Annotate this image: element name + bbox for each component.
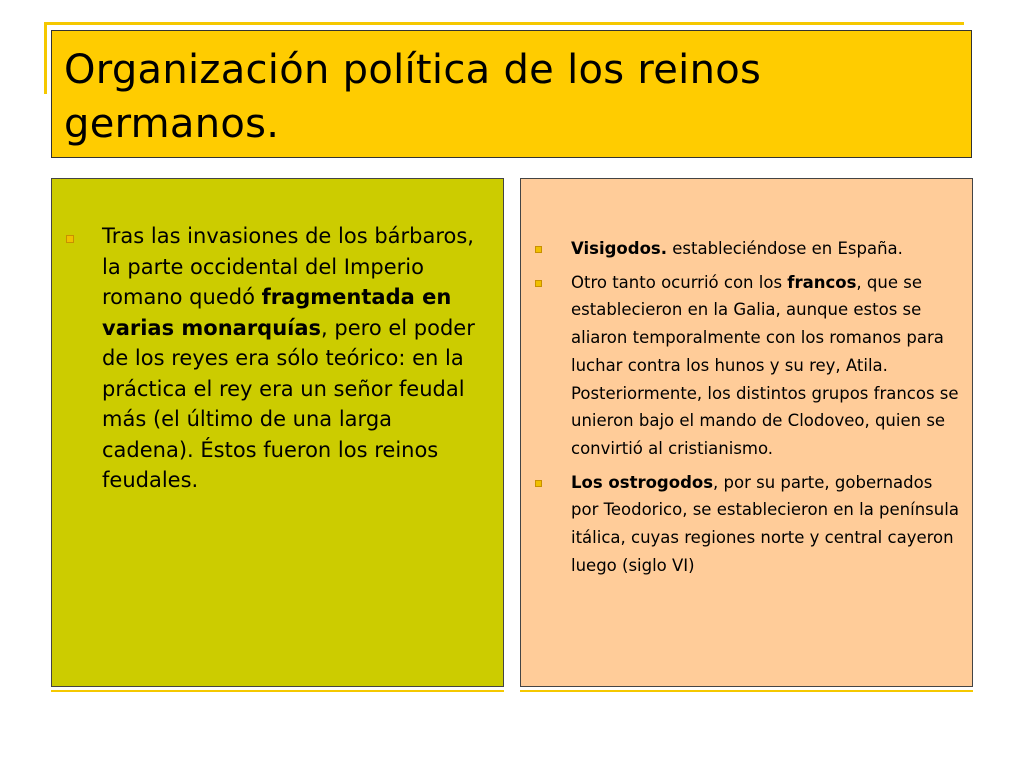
list-item (533, 235, 961, 263)
top-accent-line (44, 22, 964, 25)
item-text-end: , por su parte, gobernados por Teodorico, se establecieron en la península itálica, cuyas regiones norte y central cayeron luego (siglo VI) (571, 472, 959, 575)
square-bullet-icon (535, 480, 542, 487)
list-item (533, 269, 961, 463)
list-item (533, 469, 961, 580)
left-bullet-list (64, 221, 490, 496)
bottom-accent-line-left (51, 690, 504, 692)
item-text-bold: francos (787, 272, 857, 292)
title-box (51, 30, 972, 158)
item-text-end: , que se establecieron en la Galia, aunque estos se aliaron temporalmente con los romanos para luchar contra los hunos y su rey, Atila. Posteriormente, los distintos grupos francos se unieron bajo el mando de Clodoveo, quien se convirtió al cristianismo. (571, 272, 959, 458)
item-text-end: , pero el poder de los reyes era sólo teórico: en la práctica el rey era un señor feudal más (el último de una larga cadena). Éstos fueron los reinos feudales. (102, 315, 475, 492)
item-text-start: Otro tanto ocurrió con los (571, 272, 788, 292)
item-text-start: Tras las invasiones de los bárbaros, la parte occidental del Imperio romano quedó (102, 224, 474, 309)
left-accent-line (44, 22, 47, 94)
item-text-end: estableciéndose en España. (667, 239, 903, 258)
item-text-bold: Visigodos. (571, 239, 667, 258)
right-text-panel (520, 178, 973, 687)
list-item (64, 221, 490, 496)
right-bullet-list (533, 235, 961, 585)
item-text-bold: fragmentada en varias monarquías (102, 285, 452, 340)
slide-title: Organización política de los reinos germanos. (64, 47, 762, 147)
bottom-accent-line-right (520, 690, 973, 692)
square-bullet-icon (535, 280, 542, 287)
left-text-panel (51, 178, 504, 687)
square-bullet-icon (535, 246, 542, 253)
item-text-bold: Los ostrogodos (571, 472, 714, 492)
square-bullet-icon (66, 235, 74, 243)
